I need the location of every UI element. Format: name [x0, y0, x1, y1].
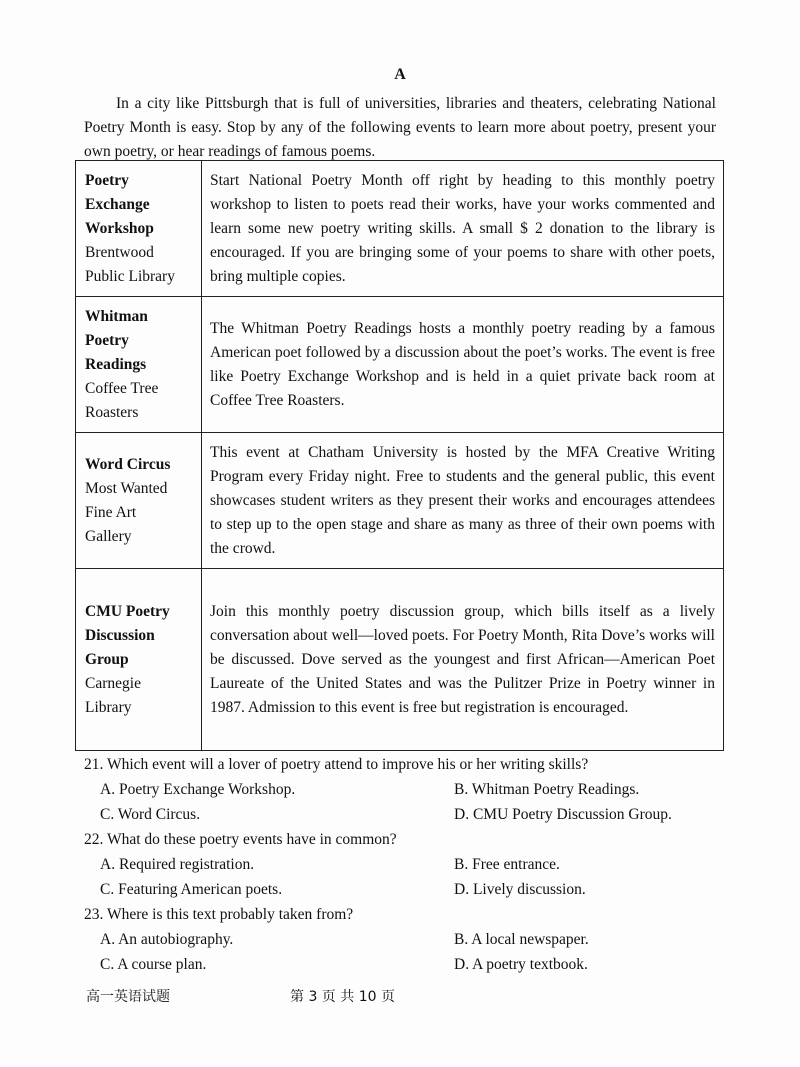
- event-row: [76, 297, 724, 433]
- event-name-cell: [76, 297, 202, 433]
- question-stem: 21. Which event will a lover of poetry attend to improve his or her writing skills?: [84, 756, 589, 773]
- event-description: This event at Chatham University is hosted by the MFA Creative Writing Program every Friday night. Free to students and the general public, this event showcases student writers as they present their works and encourages attendees to step up to the open stage and share as many as three of their own poems with the crowd.: [202, 433, 724, 569]
- answer-option: A. Required registration.: [100, 856, 255, 873]
- event-name: Exchange: [85, 195, 150, 213]
- answer-option: D. A poetry textbook.: [454, 956, 588, 973]
- option-row: [84, 777, 724, 802]
- questions-section: [84, 752, 724, 977]
- event-row: [76, 161, 724, 297]
- event-row: [76, 433, 724, 569]
- footer-exam-title: 高一英语试题: [86, 989, 170, 1005]
- answer-option: C. Featuring American poets.: [100, 881, 283, 898]
- event-location: Gallery: [85, 527, 132, 545]
- event-location: Library: [85, 698, 132, 716]
- event-location: Brentwood: [85, 243, 154, 261]
- event-description: Join this monthly poetry discussion group, which bills itself as a lively conversation about well—loved poets. For Poetry Month, Rita Dove’s works will be discussed. Dove served as the youngest and first African—American Poet Laureate of the United States and was the Pulitzer Prize in Poetry winner in 1987. Admission to this event is free but registration is encouraged.: [202, 569, 724, 751]
- event-name-cell: [76, 161, 202, 297]
- option-row: [84, 952, 724, 977]
- event-name-cell: [76, 433, 202, 569]
- answer-option: B. Free entrance.: [454, 856, 560, 873]
- question-block: [84, 902, 724, 977]
- event-row: [76, 569, 724, 751]
- answer-option: D. Lively discussion.: [454, 881, 586, 898]
- event-location: Roasters: [85, 403, 139, 421]
- event-name: Group: [85, 650, 129, 668]
- question-block: [84, 827, 724, 902]
- events-table: [75, 160, 724, 751]
- event-name-cell: [76, 569, 202, 751]
- option-row: [84, 802, 724, 827]
- question-block: [84, 752, 724, 827]
- footer-page-number: 第 3 页 共 10 页: [290, 989, 395, 1005]
- option-row: [84, 927, 724, 952]
- question-stem: 22. What do these poetry events have in common?: [84, 831, 397, 848]
- event-name: CMU Poetry: [85, 602, 170, 620]
- answer-option: B. A local newspaper.: [454, 931, 589, 948]
- section-title: A: [394, 66, 406, 83]
- answer-option: D. CMU Poetry Discussion Group.: [454, 806, 672, 823]
- event-location: Public Library: [85, 267, 175, 285]
- event-name: Readings: [85, 355, 147, 373]
- event-location: Most Wanted: [85, 479, 168, 497]
- event-name: Poetry: [85, 171, 129, 189]
- event-location: Fine Art: [85, 503, 137, 521]
- event-description: Start National Poetry Month off right by heading to this monthly poetry workshop to listen to poets read their works, have your works commented and learn some new poetry writing skills. A small $ 2 donation to the library is encouraged. If you are bringing some of your poems to share with other poets, bring multiple copies.: [202, 161, 724, 297]
- answer-option: C. A course plan.: [100, 956, 207, 973]
- event-name: Poetry: [85, 331, 129, 349]
- event-location: Coffee Tree: [85, 379, 159, 397]
- event-name: Workshop: [85, 219, 154, 237]
- event-name: Whitman: [85, 307, 148, 325]
- event-name: Word Circus: [85, 455, 171, 473]
- event-description: The Whitman Poetry Readings hosts a monthly poetry reading by a famous American poet followed by a discussion about the poet’s works. The event is free like Poetry Exchange Workshop and is held in a quiet private back room at Coffee Tree Roasters.: [202, 297, 724, 433]
- intro-paragraph: In a city like Pittsburgh that is full of universities, libraries and theaters, celebrating National Poetry Month is easy. Stop by any of the following events to learn more about poetry, present your own poetry, or hear readings of famous poems.: [84, 95, 716, 160]
- answer-option: B. Whitman Poetry Readings.: [454, 781, 640, 798]
- answer-option: A. Poetry Exchange Workshop.: [100, 781, 296, 798]
- event-location: Carnegie: [85, 674, 141, 692]
- option-row: [84, 852, 724, 877]
- answer-option: A. An autobiography.: [100, 931, 234, 948]
- option-row: [84, 877, 724, 902]
- question-stem: 23. Where is this text probably taken from?: [84, 906, 354, 923]
- event-name: Discussion: [85, 626, 155, 644]
- answer-option: C. Word Circus.: [100, 806, 201, 823]
